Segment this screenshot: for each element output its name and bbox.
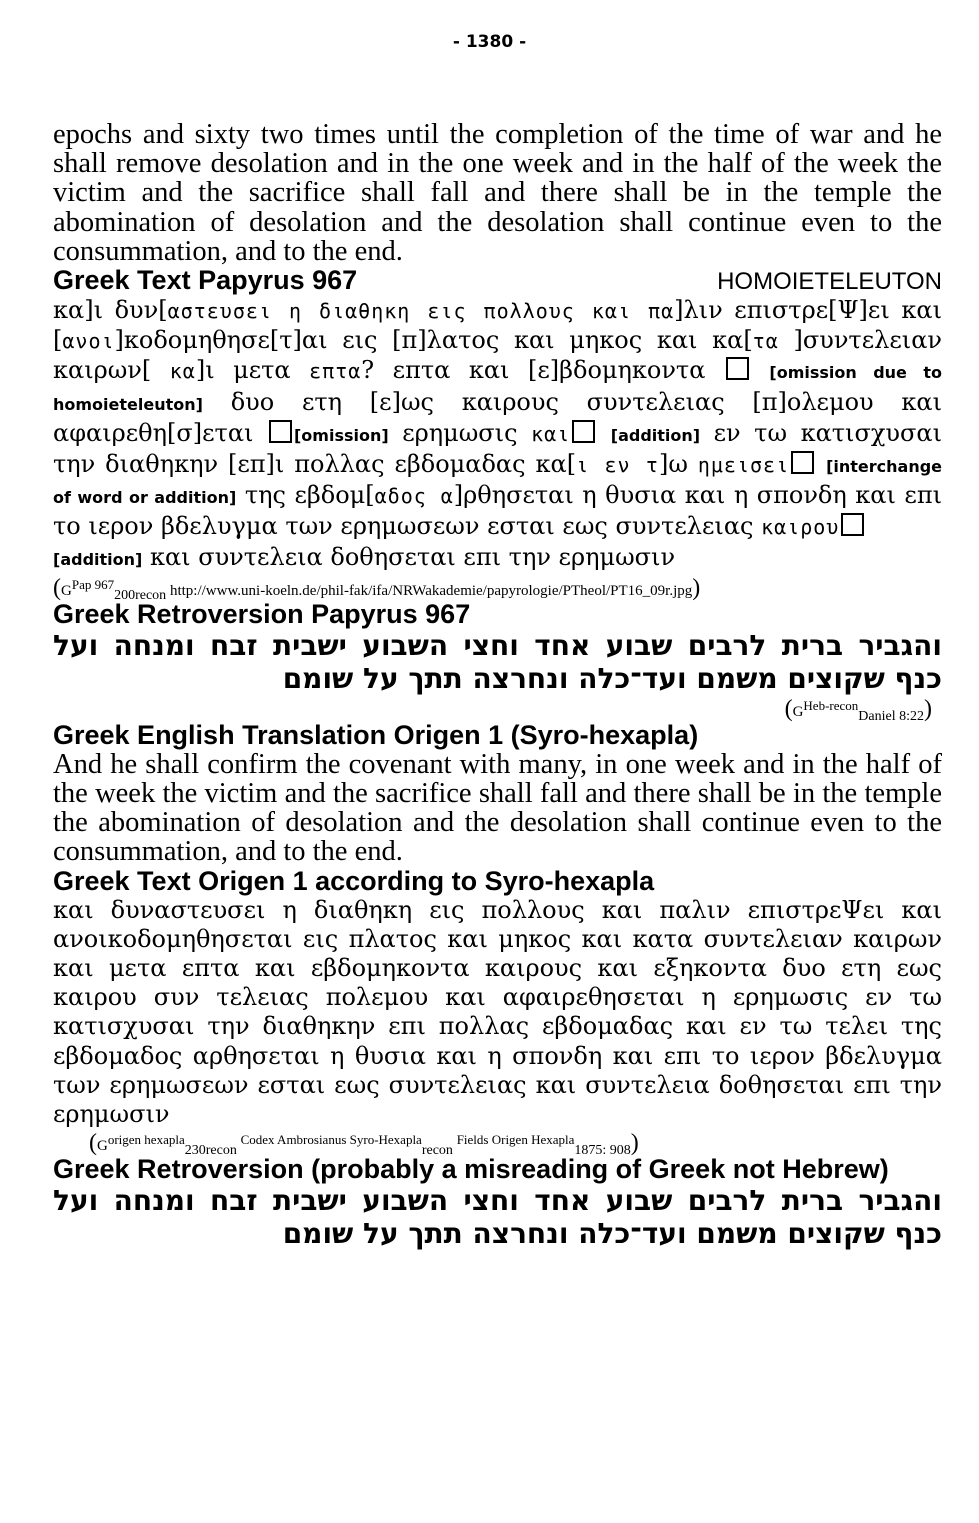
citation-sup: Codex Ambrosianus Syro-Hexapla (240, 1132, 422, 1148)
citation-sup: Pap 967 (71, 576, 115, 592)
citation-daniel: $(G^{Heb-recon}_{Daniel 8:22})$ (784, 695, 932, 724)
citation-sup: Fields Origen Hexapla (456, 1132, 575, 1148)
citation-papyrus-967: ($G^{Pap 967}_{200recon}$ http://www.uni-koeln.de/phil-fak/ifa/NRWakademie/papyrologie/PTheol/PT16_09r.jpg) (53, 574, 701, 603)
greek-segment: εν τω κατισχυσαι την διαθηκην [επ]ι πολλας εβδομαδας κα[ (53, 418, 942, 479)
greek-segment: κα]ι δυν[ (53, 296, 168, 325)
heading-greek-text-papyrus: Greek Text Papyrus 967 (53, 265, 358, 296)
omission-note: [omission due to homoieteleuton] (53, 363, 942, 414)
omission-box (726, 357, 749, 380)
paragraph-english-continuation: epochs and sixty two times until the completion of the time of war and he shall remove desolation and in the one week and in the half of the week the victim and the sacrifice shall fall and there shall be in the temple the abomination of desolation and the desolation shall continue even to the consummation, and to the end. (53, 119, 942, 267)
homoieteleuton-note: HOMOIETELEUTON (717, 268, 942, 296)
citation-sub: 1875: 908 (574, 1143, 631, 1159)
addition-box (572, 420, 595, 443)
greek-text-origen: και δυναστευσει η διαθηκη εις πολλους και παλιν επιστρεΨει και ανοικοδομηθησεται εις πλατος και μηκος και κατα συντελειαν καιρων και μετα επτα και εβδομηκοντα καιρους και εξηκοντα δυο ετη εως καιρου συν τελειας πολεμου και αφαιρεθησεται η ερημωσις εν τω κατισχυσαι την διαθηκην επι πολλας εβδομαδας και εν τω τελει της εβδομαδος αρθησεται η θυσια και η σπονδη και επι το ιερον βδελυγμα των ερημωσεων εσται εως συντελειας και συντελεια δοθησεται επι την ερημωσιν (53, 895, 942, 1129)
interchange-box (791, 451, 814, 474)
greek-reconstructed-segment: ανοι (62, 329, 115, 354)
citation-sub: 200recon (114, 587, 167, 603)
greek-segment: ]συντελειαν καιρων[ (53, 326, 942, 385)
citation-siglum: G (792, 703, 804, 720)
citation-siglum: G (97, 1138, 108, 1155)
interchange-note: [interchange of word or addition] (53, 457, 943, 508)
greek-segment: ]ρθησεται η θυσια και η σπονδη και επι το ιερον βδελυγμα των ερημωσεων εσται εως συντελειας (53, 481, 943, 541)
greek-segment: δυο ετη [ε]ως καιρους συντελειας [π]ολεμου και αφαιρεθη[σ]εται (53, 387, 942, 447)
addition-note: [addition] (610, 425, 701, 445)
greek-segment: ερημωσις (388, 418, 532, 447)
greek-reconstructed-segment: επτα (309, 359, 362, 384)
greek-text-papyrus (53, 296, 942, 574)
heading-greek-text-origen: Greek Text Origen 1 according to Syro-hexapla (53, 865, 655, 896)
citation-sub: recon (421, 1143, 453, 1159)
addition-note: [addition] (53, 549, 143, 569)
greek-segment: ]κοδομηθησε[τ]αι εις [π]λατος και μηκος και κα[ (114, 326, 753, 355)
greek-segment: ]λιν επιστρε[Ψ]ει και [ (53, 296, 942, 355)
greek-segment: και συντελεια δοθησεται επι την ερημωσιν (142, 542, 676, 571)
greek-reconstructed-segment: κα (169, 359, 196, 384)
heading-greek-retroversion-misreading: Greek Retroversion (probably a misreading of Greek not Hebrew) (53, 1154, 889, 1185)
citation-sup: Heb-recon (803, 697, 859, 713)
greek-segment: ? επτα και [ε]βδομηκοντα (361, 356, 724, 385)
greek-reconstructed-segment: αδος α (374, 484, 454, 509)
greek-segment: της εβδομ[ (236, 481, 375, 510)
citation-origen: ($G^{origen hexapla}_{230recon}$ $^{Codex Ambrosianus Syro-Hexapla}_{recon}$ $^{Fields Origen Hexapla}_{1875: 908}$) (89, 1130, 639, 1159)
citation-siglum: G (61, 582, 72, 599)
greek-segment: ]ι μετα (195, 356, 310, 385)
omission-box (269, 420, 292, 443)
greek-segment: ]ω (658, 450, 698, 479)
english-translation-origen: And he shall confirm the covenant with many, in one week and in the half of the week the victim and the sacrifice shall fall and there shall be in the temple the abomination of desolation and the desolation shall continue even to the consummation, and to the end. (53, 748, 942, 868)
greek-outlined-segment: καιρου (761, 515, 840, 540)
addition-box (841, 513, 864, 536)
citation-url: http://www.uni-koeln.de/phil-fak/ifa/NRWakademie/papyrologie/PTheol/PT16_09r.jpg (169, 582, 693, 599)
greek-outlined-segment: ημεισει (697, 453, 790, 478)
citation-sub: Daniel 8:22 (858, 708, 924, 724)
hebrew-retroversion-papyrus: והגביר ברית לרבים שבוע אחד וחצי השבוע ישבית זבח ומנחה ועל כנף שקוצים משמם ועד־כלה ונחרצה תתך על שומם (53, 628, 942, 695)
heading-english-translation-origen: Greek English Translation Origen 1 (Syro-hexapla) (53, 719, 699, 750)
heading-greek-retroversion-papyrus: Greek Retroversion Papyrus 967 (53, 598, 471, 629)
citation-sub: 230recon (184, 1143, 237, 1159)
section-heading-row (53, 266, 942, 296)
greek-reconstructed-segment: τα (752, 329, 779, 354)
citation-sup: origen hexapla (107, 1132, 185, 1148)
content-column (53, 120, 942, 1250)
greek-reconstructed-segment: αστευσει η διαθηκη εις πολλους και πα (167, 299, 675, 324)
hebrew-retroversion-misreading: והגביר ברית לרבים שבוע אחד וחצי השבוע ישבית זבח ומנחה ועל כנף שקוצים משמם ועד־כלה ונחרצה תתך על שומם (53, 1184, 942, 1251)
omission-note: [omission] (293, 425, 389, 445)
page-number: - 1380 - (452, 32, 527, 52)
greek-reconstructed-segment: ι εν τ (576, 453, 659, 478)
greek-outlined-segment: και (531, 421, 571, 446)
